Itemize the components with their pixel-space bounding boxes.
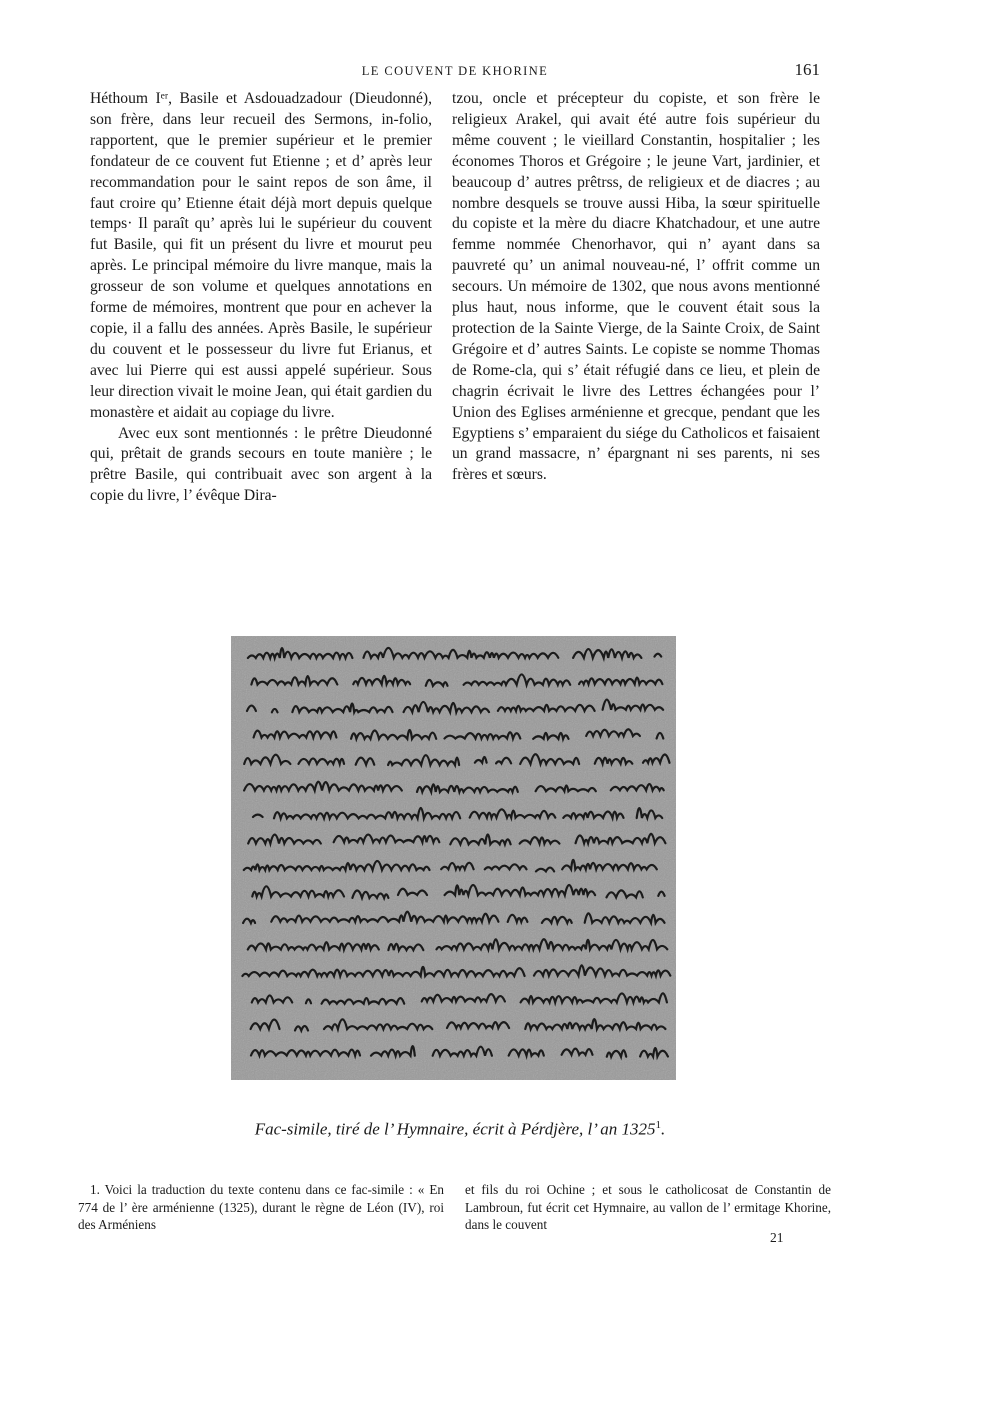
left-column: [90, 89, 432, 507]
manuscript-facsimile-image: [231, 636, 676, 1080]
right-paragraph-1: tzou, oncle et précepteur du copiste, et son frère le religieux Arakel, qui avait été autre fois supérieur du même couvent ; le vieillard Constantin, hospitalier ; les économes Thoros et Grégoire ; le jeune Vart, jardinier, et beaucoup d’ autres prêtrss, de religieux et de diacres ; au nombre desquels se trouve aussi Hiba, la sœur spirituelle du copiste et la mère du diacre Khatchadour, et une autre femme nommée Chenorhavor, qui n’ ayant dans sa pauvreté qu’ un animal nouveau-né, l’ offrit comme un secours. Un mémoire de 1302, que nous avons mentionné plus haut, nous informe, que le couvent était sous la protection de la Sainte Vierge, de la Sainte Croix, de Saint Grégoire et d’ autres Saints. Le copiste se nomme Thomas de Rome-cla, qui s’ était réfugié dans ce lieu, et plein de chagrin écrivait le livre des Lettres échangées pour l’ Union des Eglises arménienne et grecque, pendant que les Egyptiens s’ emparaient du siége du Catholicos et faisaient un grand massacre, n’ épargnant ni ses parents, ni ses frères et sœurs.: [452, 90, 820, 484]
caption-footnote-mark: 1: [655, 1119, 662, 1131]
left-paragraph-2: Avec eux sont mentionnés : le prêtre Dieudonné qui, prêtait de grands secours en toute manière ; le prêtre Basile, qui contribuait avec son argent à la copie du livre, l’ évêque Dira-: [90, 424, 432, 505]
running-title: LE COUVENT DE KHORINE: [361, 64, 549, 78]
armenian-script-illustration: [231, 636, 676, 1080]
figure-caption-text: Fac-simile, tiré de l’ Hymnaire, écrit à Pérdjère, l’ an 1325: [254, 1119, 656, 1139]
footnote-left-text: 1. Voici la traduction du texte contenu dans ce fac-simile : « En 774 de l’ ère arménienne (1325), durant le règne de Léon (IV), roi des Arméniens: [78, 1182, 444, 1233]
footnote-right-text: et fils du roi Ochine ; et sous le catholicosat de Constantin de Lambroun, fut écrit cet Hymnaire, au vallon de l’ ermitage Khorine, dans le couvent: [465, 1182, 831, 1233]
left-paragraph-1: Héthoum Iᵉʳ, Basile et Asdouadzadour (Dieudonné), son frère, dans leur recueil des Sermons, in-folio, rapportent, que le premier supérieur et le premier fondateur de ce couvent fut Etienne ; et d’ après leur recommandation pour le saint repos de son âme, il faut croire qu’ Etienne était déjà mort depuis quelque temps· Il paraît qu’ après lui le supérieur du couvent fut Basile, qui fit un présent du livre et mourut peu après. Le principal mémoire du livre manque, mais la grosseur de son volume et quelques annotations en forme de mémoires, montrent que pour en achever la copie, il a fallu des années. Après Basile, le supérieur du couvent et le possesseur du livre fut Erianus, et avec lui Pierre qui est aussi appelé supérieur. Sous leur direction vivait le moine Jean, qui était gardien du monastère et aidait au copiage du livre.: [90, 90, 432, 421]
footnote-left: [78, 1181, 444, 1234]
page-header: [90, 60, 820, 82]
signature-mark: 21: [770, 1230, 784, 1245]
figure-caption: Fac-simile, tiré de l’ Hymnaire, écrit à Pérdjère, l’ an 1325$^1$.: [254, 1119, 666, 1139]
page-number: 161: [794, 60, 820, 79]
footnote-right: [465, 1181, 831, 1234]
right-column: [452, 89, 820, 486]
